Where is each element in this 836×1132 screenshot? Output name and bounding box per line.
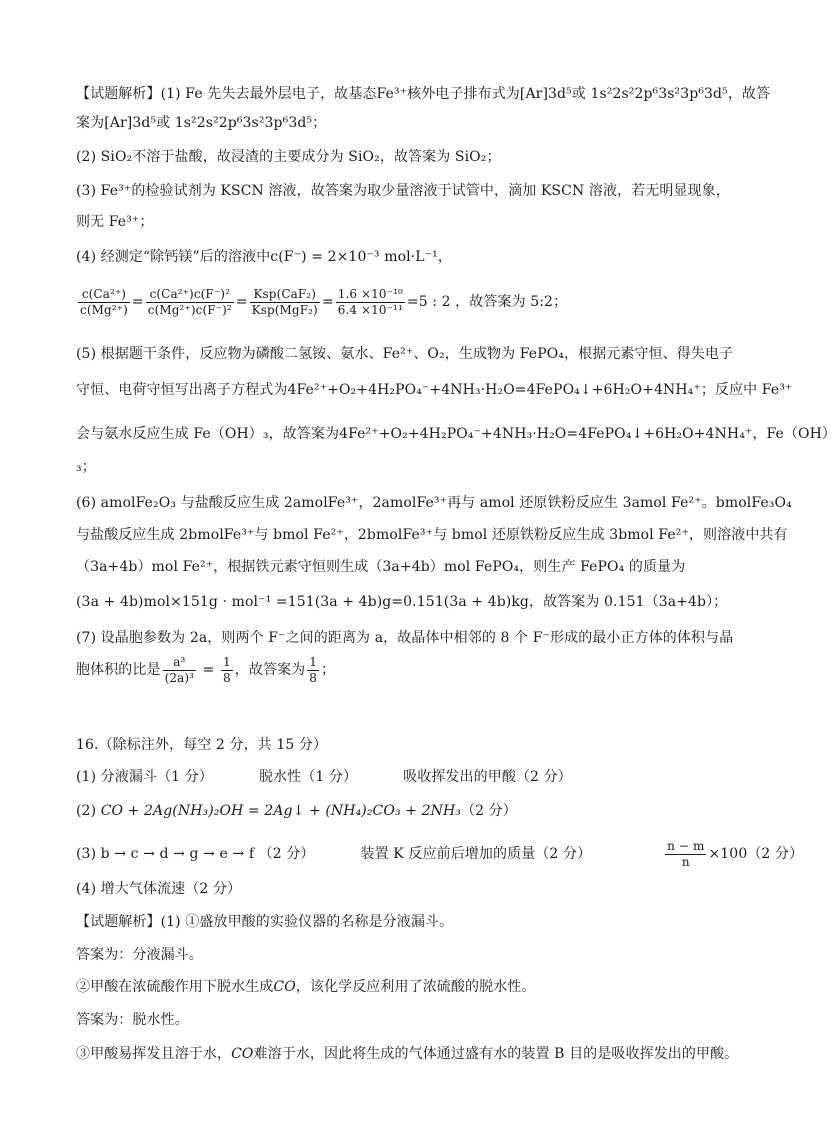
answer-16-3-c: ×100（2 分）	[708, 846, 804, 862]
answer-16-part3	[76, 838, 804, 870]
analysis-q16-line3-b: 难溶于水，因此将生成的气体通过盛有水的装置 B 目的是吸收挥发出的甲酸。	[253, 1046, 739, 1062]
fraction-denominator: 8	[223, 670, 231, 685]
fraction-denominator: n	[681, 854, 690, 869]
answer-16-1-c: 吸收挥发出的甲酸（2 分）	[403, 769, 572, 785]
ratio-result: =5 : 2 ，故答案为 5:2；	[406, 294, 568, 310]
analysis-q15-part5-line4: ₃；	[76, 459, 96, 475]
analysis-q16-answer1: 答案为：分液漏斗。	[76, 947, 203, 963]
formula-co: CO	[273, 979, 296, 995]
analysis-q16-line2-b: ，该化学反应利用了浓硫酸的脱水性。	[295, 979, 536, 995]
fraction-numerator: Ksp(CaF₂)	[250, 287, 320, 303]
cell-ratio-line	[76, 654, 736, 686]
analysis-q16-part1-line3	[76, 1043, 739, 1065]
fraction-denominator: c(Mg²⁺)c(F⁻)²	[147, 302, 232, 317]
cell-ratio-middle: ，故答案为	[234, 662, 306, 678]
equals-sign: =	[198, 662, 220, 678]
analysis-q15-part1-line2: 案为[Ar]3d⁵或 1s²2s²2p⁶3s²3p⁶3d⁵；	[76, 115, 327, 131]
analysis-q15-part4-line1: (4) 经测定“除钙镁”后的溶液中c(F⁻) = 2×10⁻³ mol·L⁻¹，	[76, 249, 452, 265]
fraction-numerator: 1	[223, 654, 231, 669]
formula-co: CO	[231, 1046, 254, 1062]
analysis-q15-part5-line3: 会与氨水反应生成 Fe（OH）₃，故答案为4Fe²⁺+O₂+4H₂PO₄⁻+4NH₃·H₂O=4FePO₄↓+6H₂O+4NH₄⁺，Fe（OH）	[76, 426, 836, 442]
analysis-q15-part6-line2: 与盐酸反应生成 2bmolFe³⁺与 bmol Fe²⁺，2bmolFe³⁺与 bmol 还原铁粉反应生成 3bmol Fe²⁺，则溶液中共有	[76, 527, 788, 543]
analysis-q16-answer2: 答案为：脱水性。	[76, 1012, 189, 1028]
answer-16-1-b: 脱水性（1 分）	[258, 769, 358, 785]
fraction-numerator: 1	[309, 654, 318, 669]
analysis-q16-line3-a: ③甲酸易挥发且溶于水，	[76, 1046, 232, 1062]
answer-16-2-score: （2 分）	[460, 803, 517, 819]
answer-16-1-a: (1) 分液漏斗（1 分）	[76, 769, 213, 785]
fraction-a-cubed	[163, 655, 196, 686]
cell-ratio-tail: ；	[321, 662, 336, 678]
fraction-denominator: 8	[309, 670, 318, 685]
answer-16-2-label: (2)	[76, 803, 101, 819]
analysis-q15-part6-line3: （3a+4b）mol Fe²⁺，根据铁元素守恒则生成（3a+4b）mol FePO₄，则生产 FePO₄ 的质量为	[76, 559, 686, 575]
fraction-denominator: c(Mg²⁺)	[80, 302, 128, 317]
analysis-q15-part2: (2) SiO₂不溶于盐酸，故浸渣的主要成分为 SiO₂，故答案为 SiO₂；	[76, 149, 501, 165]
question-16-header: 16.（除标注外，每空 2 分，共 15 分）	[76, 737, 328, 753]
fraction-numerator: a³	[163, 655, 196, 671]
analysis-q15-part7-line1: (7) 设晶胞参数为 2a，则两个 F⁻之间的距离为 a，故晶体中相邻的 8 个 F⁻形成的最小正方体的体积与晶	[76, 630, 734, 646]
answer-16-3-b: 装置 K 反应前后增加的质量（2 分）	[360, 846, 592, 862]
answer-16-3-a: (3) b → c → d → g → e → f （2 分）	[76, 846, 315, 862]
analysis-q16-part1-line1: 【试题解析】(1) ①盛放甲酸的实验仪器的名称是分液漏斗。	[76, 914, 454, 930]
fraction-numerator: 1.6 ×10⁻¹⁰	[337, 286, 403, 301]
fraction-ksp	[250, 287, 320, 318]
analysis-q16-part1-line2	[76, 976, 736, 998]
answer-16-part4: (4) 增大气体流速（2 分）	[76, 881, 242, 897]
analysis-q15-part5-line1: (5) 根据题干条件，反应物为磷酸二氢铵、氨水、Fe²⁺、O₂，生成物为 FePO₄，根据元素守恒、得失电子	[76, 346, 734, 362]
analysis-q15-part1-line1: 【试题解析】(1) Fe 先失去最外层电子，故基态Fe³⁺核外电子排布式为[Ar]3d⁵或 1s²2s²2p⁶3s²3p⁶3d⁵，故答	[76, 86, 771, 102]
fraction-answer	[307, 655, 319, 686]
analysis-q15-part6-line1: (6) amolFe₂O₃ 与盐酸反应生成 2amolFe³⁺，2amolFe³⁺再与 amol 还原铁粉反应生 3amol Fe²⁺。bmolFe₃O₄	[76, 495, 792, 511]
cell-ratio-prefix: 胞体积的比是	[76, 662, 161, 678]
fraction-ca-mg	[78, 287, 130, 318]
fraction-values	[336, 287, 405, 318]
analysis-q16-line2-a: ②甲酸在浓硫酸作用下脱水生成	[76, 979, 274, 995]
answer-16-part2	[76, 800, 736, 822]
fraction-numerator: c(Ca²⁺)	[78, 287, 130, 303]
fraction-denominator: 6.4 ×10⁻¹¹	[337, 302, 403, 317]
analysis-q15-part5-line2: 守恒、电荷守恒写出离子方程式为4Fe²⁺+O₂+4H₂PO₄⁻+4NH₃·H₂O=4FePO₄↓+6H₂O+4NH₄⁺；反应中 Fe³⁺	[76, 382, 793, 398]
fraction-one-eighth	[221, 655, 233, 686]
fraction-denominator: (2a)³	[164, 670, 195, 685]
analysis-q15-part3-line1: (3) Fe³⁺的检验试剂为 KSCN 溶液，故答案为取少量溶液于试管中，滴加 KSCN 溶液，若无明显现象，	[76, 183, 730, 199]
fraction-denominator: Ksp(MgF₂)	[251, 302, 318, 317]
analysis-q15-part3-line2: 则无 Fe³⁺；	[76, 214, 154, 230]
fraction-numerator: c(Ca²⁺)c(F⁻)²	[146, 287, 234, 303]
fraction-mass	[665, 839, 706, 870]
ratio-equation: $\frac{\text{c(Ca²⁺)}}{\text{c(Mg²⁺)}}$ = $\frac{\text{c(Ca²⁺)c(F⁻)²}}{\text{c(Mg²⁺)c(F⁻)²}}$ = $\frac{\text{Ksp(CaF₂)}}{\text{Ksp(MgF₂)}}$ = $\frac{\text{1.6 ×10⁻¹⁰}}{\text{6.4 ×10⁻¹¹}}$ =5 : 2 ，故答案为 5:2；	[80, 286, 568, 317]
fraction-numerator: n − m	[667, 838, 705, 853]
answer-16-2-equation: CO + 2Ag(NH₃)₂OH = 2Ag↓ + (NH₄)₂CO₃ + 2NH₃	[100, 803, 461, 819]
fraction-product	[146, 287, 234, 318]
analysis-q15-part6-line4: (3a + 4b)mol×151g · mol⁻¹ =151(3a + 4b)g=0.151(3a + 4b)kg，故答案为 0.151（3a+4b）；	[76, 594, 728, 610]
answer-16-part1	[76, 766, 736, 788]
